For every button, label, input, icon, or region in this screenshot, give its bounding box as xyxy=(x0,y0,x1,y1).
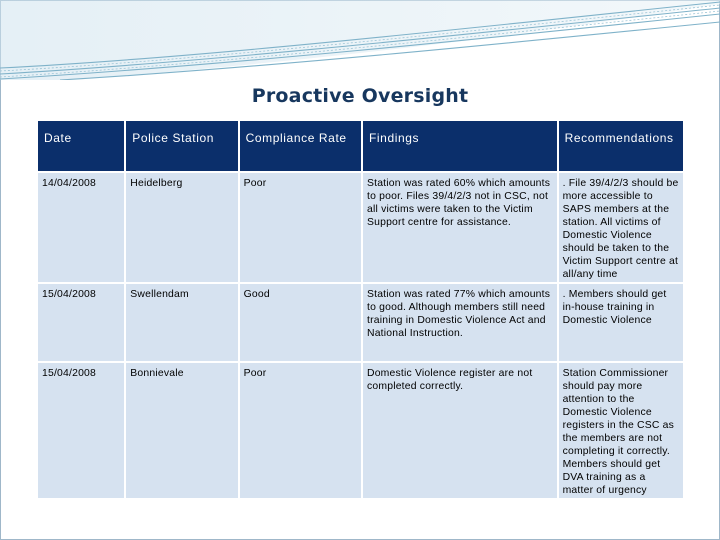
table-row xyxy=(38,173,683,282)
table-header-row xyxy=(38,121,683,171)
cell-recommendations: . File 39/4/2/3 should be more accessible to SAPS members at the station. All victims of Domestic Violence should be taken to the Victim Support centre at all/any time xyxy=(559,173,683,282)
cell-compliance-rate: Poor xyxy=(240,363,361,498)
column-header-compliance-rate: Compliance Rate xyxy=(240,121,361,171)
cell-police-station: Swellendam xyxy=(126,284,237,361)
cell-date: 15/04/2008 xyxy=(38,363,124,498)
column-header-police-station: Police Station xyxy=(126,121,237,171)
column-header-findings: Findings xyxy=(363,121,557,171)
decorative-swoosh xyxy=(0,0,720,80)
cell-findings: Station was rated 77% which amounts to good. Although members still need training in Domestic Violence Act and National Instruction. xyxy=(363,284,557,361)
column-header-date: Date xyxy=(38,121,124,171)
slide-title: Proactive Oversight xyxy=(251,85,469,107)
cell-recommendations: . Members should get in-house training in Domestic Violence xyxy=(559,284,683,361)
cell-date: 14/04/2008 xyxy=(38,173,124,282)
cell-police-station: Bonnievale xyxy=(126,363,237,498)
cell-date: 15/04/2008 xyxy=(38,284,124,361)
table-row xyxy=(38,284,683,361)
table-row xyxy=(38,363,683,498)
cell-compliance-rate: Poor xyxy=(240,173,361,282)
cell-recommendations: Station Commissioner should pay more attention to the Domestic Violence registers in the CSC as the members are not completing it correctly. Members should get DVA training as a matter of urgency xyxy=(559,363,683,498)
oversight-table xyxy=(36,119,685,500)
cell-compliance-rate: Good xyxy=(240,284,361,361)
column-header-recommendations: Recommendations xyxy=(559,121,683,171)
cell-findings: Station was rated 60% which amounts to poor. Files 39/4/2/3 not in CSC, not all victims were taken to the Victim Support centre for assistance. xyxy=(363,173,557,282)
cell-findings: Domestic Violence register are not completed correctly. xyxy=(363,363,557,498)
cell-police-station: Heidelberg xyxy=(126,173,237,282)
